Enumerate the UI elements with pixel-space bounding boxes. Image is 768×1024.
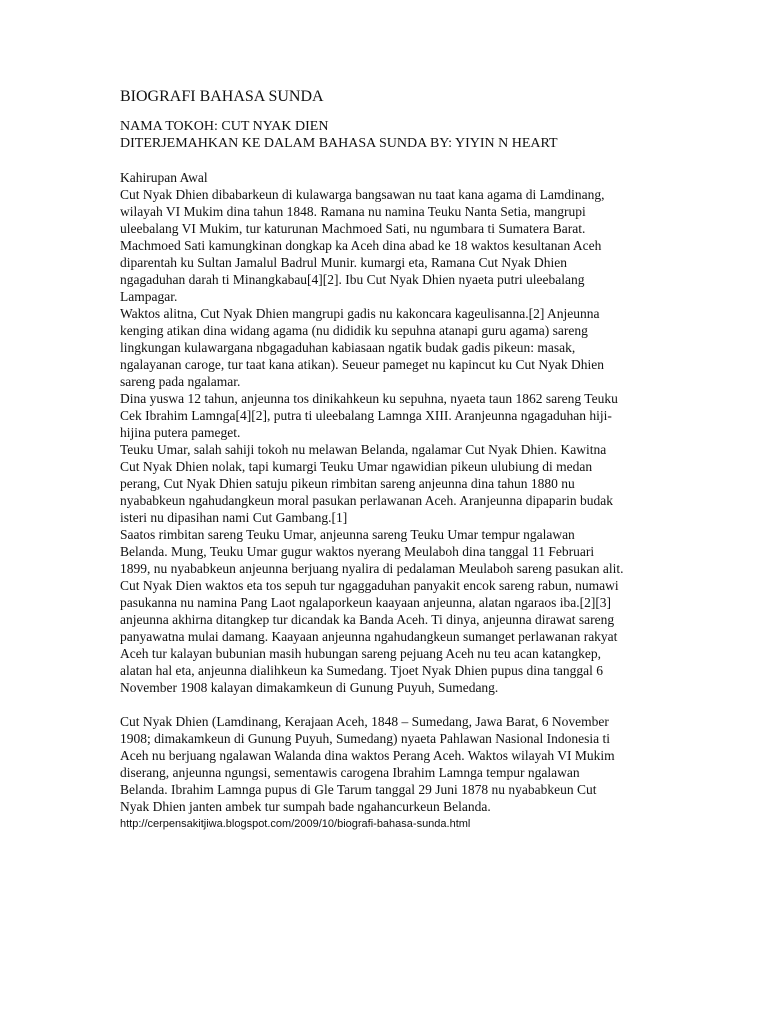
- body-text-line: lingkungan kulawargana nbgagaduhan kabiasaan ngatik budak gadis pikeun: masak,: [120, 340, 576, 355]
- summary-text: [120, 713, 660, 815]
- translator-line: DITERJEMAHKAN KE DALAM BAHASA SUNDA BY: YIYIN N HEART: [120, 136, 558, 151]
- body-text-line: wilayah VI Mukim dina tahun 1848. Ramana nu namina Teuku Nanta Setia, mangrupi: [120, 204, 586, 219]
- body-text-line: Machmoed Sati kamungkinan dongkap ka Aceh dina abad ke 18 waktos kesultanan Aceh: [120, 238, 602, 253]
- body-text-line: alatan hal eta, anjeunna dialihkeun ka Sumedang. Tjoet Nyak Dhien pupus dina tanggal 6: [120, 663, 603, 678]
- summary-text-line: diserang, anjeunna ngungsi, sementawis carogena Ibrahim Lamnga tempur ngalawan: [120, 765, 580, 780]
- body-text-line: Cek Ibrahim Lamnga[4][2], putra ti uleebalang Lamnga XIII. Aranjeunna ngagaduhan hiji-: [120, 408, 612, 423]
- body-text-line: Aceh tur kalayan bubunian masih hubungan sareng pejuang Aceh nu teu acan katangkep,: [120, 646, 601, 661]
- section-heading: Kahirupan Awal: [120, 170, 208, 185]
- body-text-line: Cut Nyak Dhien nolak, tapi kumargi Teuku Umar ngawidian pikeun ulubiung di medan: [120, 459, 593, 474]
- body-text-line: kenging atikan dina widang agama (nu dididik ku sepuhna atanapi guru agama) sareng: [120, 323, 588, 338]
- body-text-line: isteri nu dipasihan nami Cut Gambang.[1]: [120, 510, 348, 525]
- paragraph-gap: [120, 696, 660, 713]
- figure-name-line: NAMA TOKOH: CUT NYAK DIEN: [120, 119, 329, 134]
- body-text-line: Teuku Umar, salah sahiji tokoh nu melawan Belanda, ngalamar Cut Nyak Dhien. Kawitna: [120, 442, 607, 457]
- summary-text-line: Cut Nyak Dhien (Lamdinang, Kerajaan Aceh, 1848 – Sumedang, Jawa Barat, 6 November: [120, 714, 609, 729]
- body-text-line: perang, Cut Nyak Dhien satuju pikeun rimbitan sareng anjeunna dina tahun 1880 nu: [120, 476, 575, 491]
- body-text: [120, 186, 660, 696]
- body-text-line: 1899, nu nyababkeun anjeunna berjuang nyalira di pedalaman Meulaboh sareng pasukan alit.: [120, 561, 624, 576]
- body-text-line: Dina yuswa 12 tahun, anjeunna tos dinikahkeun ku sepuhna, nyaeta taun 1862 sareng Teuku: [120, 391, 618, 406]
- body-text-line: Cut Nyak Dhien dibabarkeun di kulawarga bangsawan nu taat kana agama di Lamdinang,: [120, 187, 605, 202]
- body-text-line: diparentah ku Sultan Jamalul Badrul Munir. kumargi eta, Ramana Cut Nyak Dhien: [120, 255, 568, 270]
- summary-text-line: 1908; dimakamkeun di Gunung Puyuh, Sumedang) nyaeta Pahlawan Nasional Indonesia ti: [120, 731, 611, 746]
- source-url: http://cerpensakitjiwa.blogspot.com/2009/10/biografi-bahasa-sunda.html: [120, 818, 471, 830]
- body-text-line: November 1908 kalayan dimakamkeun di Gunung Puyuh, Sumedang.: [120, 680, 499, 695]
- body-text-line: Waktos alitna, Cut Nyak Dhien mangrupi gadis nu kakoncara kageulisanna.[2] Anjeunna: [120, 306, 600, 321]
- body-text-line: hijina putera pameget.: [120, 425, 241, 440]
- document-page: [120, 82, 660, 831]
- body-text-line: ngalayanan caroge, tur taat kana atikan). Seueur pameget nu kapincut ku Cut Nyak Dhien: [120, 357, 604, 372]
- summary-text-line: Aceh nu berjuang ngalawan Walanda dina waktos Perang Aceh. Waktos wilayah VI Mukim: [120, 748, 615, 763]
- document-meta: [120, 118, 660, 152]
- body-text-line: ngagaduhan darah ti Minangkabau[4][2]. Ibu Cut Nyak Dhien nyaeta putri uleebalang: [120, 272, 585, 287]
- body-text-line: Saatos rimbitan sareng Teuku Umar, anjeunna sareng Teuku Umar tempur ngalawan: [120, 527, 575, 542]
- body-text-line: Cut Nyak Dien waktos eta tos sepuh tur ngaggaduhan panyakit encok sareng rabun, numawi: [120, 578, 619, 593]
- document-title: BIOGRAFI BAHASA SUNDA: [120, 88, 324, 105]
- body-text-line: Belanda. Mung, Teuku Umar gugur waktos nyerang Meulaboh dina tanggal 11 Februari: [120, 544, 595, 559]
- body-text-line: sareng pada ngalamar.: [120, 374, 241, 389]
- body-text-line: panyawatna mulai damang. Kaayaan anjeunna ngahudangkeun sumanget perlawanan rakyat: [120, 629, 618, 644]
- summary-text-line: Belanda. Ibrahim Lamnga pupus di Gle Tarum tanggal 29 Juni 1878 nu nyababkeun Cut: [120, 782, 597, 797]
- body-text-line: pasukanna nu namina Pang Laot ngalaporkeun kaayaan anjeunna, alatan ngaraos iba.[2][3]: [120, 595, 612, 610]
- summary-text-line: Nyak Dhien janten ambek tur sumpah bade ngahancurkeun Belanda.: [120, 799, 491, 814]
- body-text-line: uleebalang VI Mukim, tur katurunan Machmoed Sati, nu ngumbara ti Sumatera Barat.: [120, 221, 586, 236]
- body-text-line: Lampagar.: [120, 289, 178, 304]
- body-text-line: nyababkeun ngahudangkeun moral pasukan perlawanan Aceh. Aranjeunna dipaparin budak: [120, 493, 613, 508]
- body-text-line: anjeunna akhirna ditangkep tur dicandak ka Banda Aceh. Ti dinya, anjeunna dirawat sareng: [120, 612, 615, 627]
